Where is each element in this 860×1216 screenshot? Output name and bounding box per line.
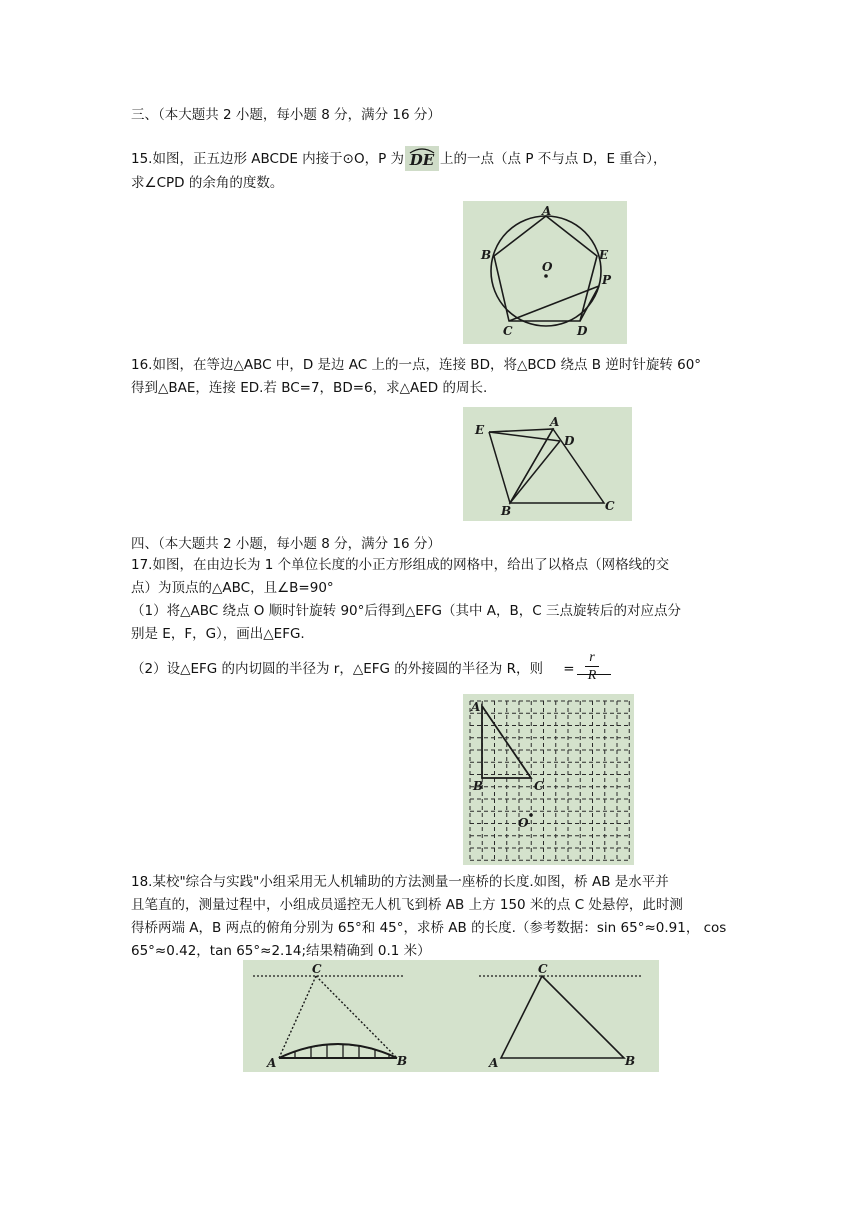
section-4-heading: 四、（本大题共 2 小题，每小题 8 分，满分 16 分） [131,536,441,552]
label-d: D [577,324,588,338]
label-c: C [503,324,513,338]
q17-line-1: 17.如图，在由边长为 1 个单位长度的小正方形组成的网格中，给出了以格点（网格线的交 [131,557,670,573]
fraction-r-over-r [585,650,599,684]
label-a: A [471,700,481,714]
label-d: D [564,434,575,448]
label-a: A [542,204,552,218]
label-o: O [542,260,553,274]
q16-line-1: 16.如图，在等边△ABC 中，D 是边 AC 上的一点，连接 BD，将△BCD 绕点 B 逆时针旋转 60° [131,357,702,373]
q17-line-2: 点）为顶点的△ABC，且∠B=90° [131,580,334,596]
q17-line-3: （1）将△ABC 绕点 O 顺时针旋转 90°后得到△EFG（其中 A，B，C 三点旋转后的对应点分 [131,603,682,619]
q18-figure-bridge [243,960,659,1072]
q15-text-a: 15.如图，正五边形 ABCDE 内接于⊙O，P 为 [131,151,405,167]
q15-figure-pentagon-circle [463,201,627,344]
left-label-b: B [397,1054,408,1068]
label-e: E [599,248,609,262]
q16-line-2: 得到△BAE，连接 ED.若 BC=7，BD=6，求△AED 的周长. [131,380,488,396]
label-c: C [605,499,615,513]
section-3-heading: 三、（本大题共 2 小题，每小题 8 分，满分 16 分） [131,107,441,123]
label-b: B [501,504,512,518]
fraction-numerator: r [585,650,599,667]
arc-de-label [405,146,439,171]
q17-line-4: 别是 E，F，G），画出△EFG. [131,626,305,642]
left-label-a: A [267,1056,277,1070]
q17-line-5-text: （2）设△EFG 的内切圆的半径为 r，△EFG 的外接圆的半径为 R，则 [131,661,543,677]
right-label-a: A [489,1056,499,1070]
q18-line-3: 得桥两端 A，B 两点的俯角分别为 65°和 45°，求桥 AB 的长度.（参考数据：sin 65°≈0.91， cos [131,920,727,936]
label-a: A [550,415,560,429]
label-o: O [518,816,529,830]
q17-equals: = [563,661,575,677]
label-b: B [473,779,484,793]
q18-line-4: 65°≈0.42，tan 65°≈2.14;结果精确到 0.1 米） [131,943,431,959]
q16-figure-rotated-triangle [463,407,632,521]
label-e: E [475,423,485,437]
arc-text: DE [409,151,435,166]
label-c: C [534,779,544,793]
label-b: B [481,248,492,262]
q15-line-2: 求∠CPD 的余角的度数。 [131,175,284,191]
left-label-c: C [312,962,322,976]
q15-line-1 [131,146,667,171]
q18-line-1: 18.某校"综合与实践"小组采用无人机辅助的方法测量一座桥的长度.如图，桥 AB 是水平并 [131,874,669,890]
right-label-b: B [625,1054,636,1068]
label-p: P [602,273,612,287]
right-label-c: C [538,962,548,976]
fraction-denominator: R [587,668,597,683]
q18-line-2: 且笔直的，测量过程中，小组成员遥控无人机飞到桥 AB 上方 150 米的点 C 处悬停，此时测 [131,897,683,913]
q17-figure-grid [463,694,634,865]
q15-text-b: 上的一点（点 P 不与点 D，E 重合）， [440,151,667,167]
q17-line-5 [131,660,611,678]
